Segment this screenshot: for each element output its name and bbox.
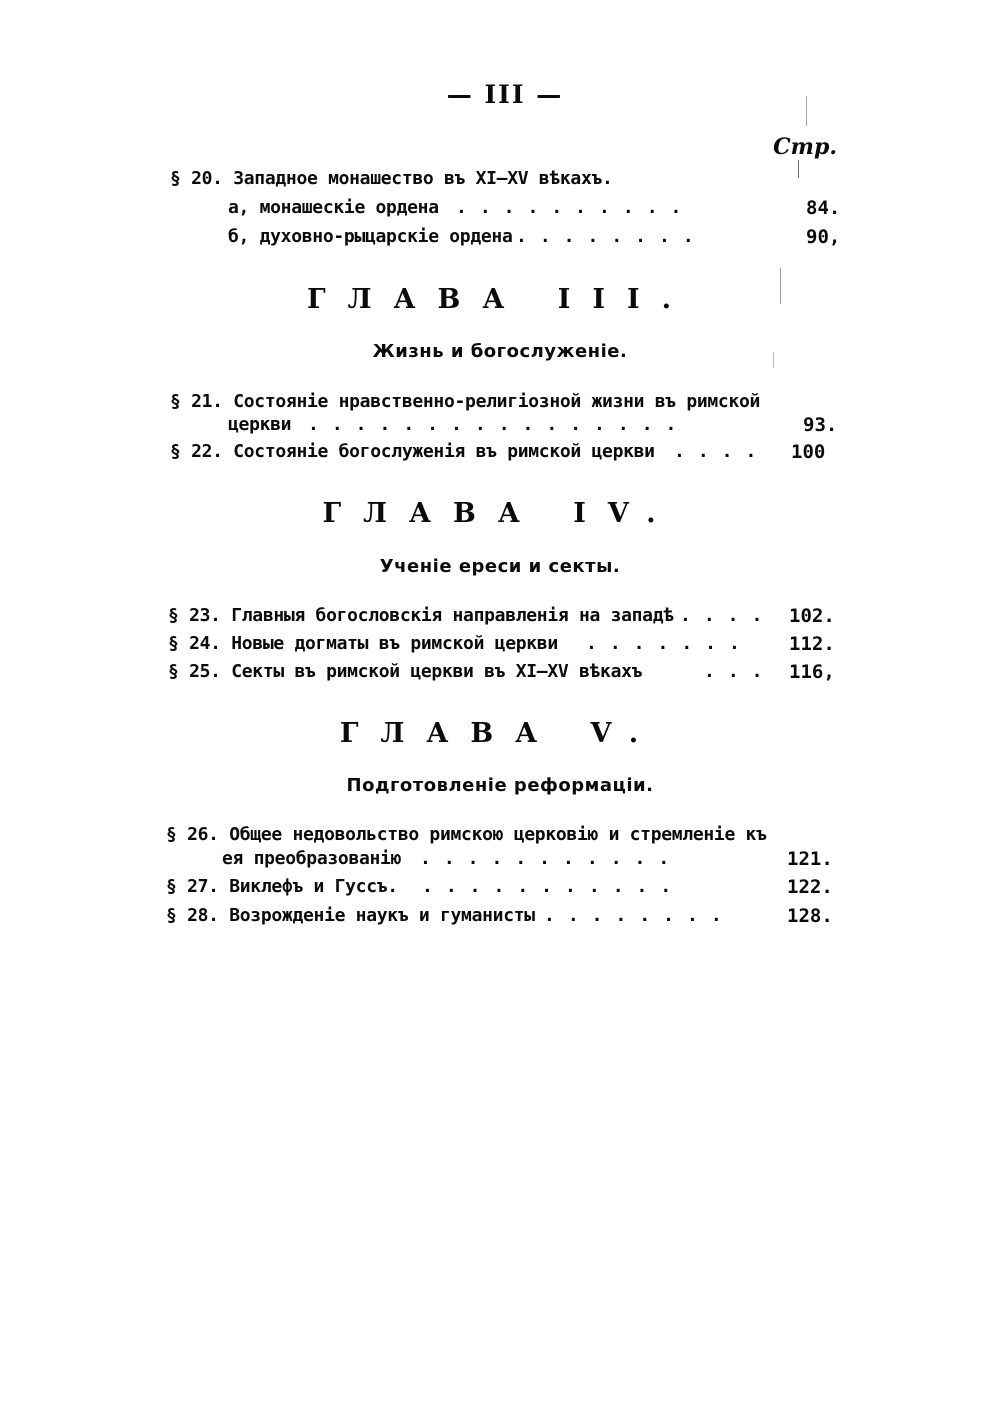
entry-title: Возрожденіе наукъ и гуманисты <box>229 905 535 926</box>
dot-leader: ........... <box>420 848 683 869</box>
dot-leader: ................ <box>308 414 690 435</box>
page-ref: 84. <box>806 197 841 219</box>
section-number: § 28. <box>166 905 219 926</box>
toc-entry <box>166 905 535 926</box>
toc-entry <box>168 633 558 654</box>
section-number: § 24. <box>168 633 221 654</box>
dot-leader: .......... <box>456 197 695 218</box>
section-number: § 26. <box>166 824 219 845</box>
page-ref: 93. <box>803 414 838 436</box>
dot-leader: ........ <box>516 226 707 247</box>
toc-entry <box>228 226 513 247</box>
page-ref: 102. <box>789 605 835 627</box>
toc-entry-continuation: ея преобразованію <box>222 848 402 869</box>
section-number: § 20. <box>170 168 223 189</box>
dot-leader: ....... <box>586 633 753 654</box>
dot-leader: ........... <box>422 876 685 897</box>
toc-entry <box>166 876 398 897</box>
chapter-heading: ГЛАВА IV. <box>322 498 678 529</box>
section-number: § 23. <box>168 605 221 626</box>
scan-speck <box>806 96 807 126</box>
chapter-heading: ГЛАВА V. <box>339 718 661 749</box>
page-ref: 90, <box>806 226 841 248</box>
section-number: § 25. <box>168 661 221 682</box>
entry-title: Секты въ римской церкви въ XI—XV вѣкахъ <box>231 661 643 682</box>
section-number: § 22. <box>170 441 223 462</box>
entry-title: Общее недовольство римскою церковію и стремленіе къ <box>229 824 767 845</box>
entry-title: Состояніе богослуженія въ римской церкви <box>233 441 655 462</box>
chapter-heading: ГЛАВА III. <box>306 284 693 315</box>
entry-title: Состояніе нравственно-религіозной жизни въ римской <box>233 391 761 412</box>
chapter-subtitle: Подготовленіе реформаціи. <box>346 775 654 796</box>
toc-entry <box>168 605 674 626</box>
dot-leader: ... <box>704 661 776 682</box>
page-number: — III — <box>446 80 564 109</box>
entry-title: а, монашескіе ордена <box>228 197 439 218</box>
toc-entry <box>168 661 642 682</box>
dot-leader: .... <box>674 441 770 462</box>
toc-entry <box>166 824 767 845</box>
chapter-subtitle: Ученіе ереси и секты. <box>379 556 621 577</box>
page-ref: 122. <box>787 876 833 898</box>
page-ref: 121. <box>787 848 833 870</box>
toc-entry-continuation: церкви <box>228 414 292 435</box>
entry-title: Западное монашество въ XI—XV вѣкахъ. <box>233 168 613 189</box>
entry-title: Главныя богословскія направленія на западѣ <box>231 605 674 626</box>
page-ref: 128. <box>787 905 833 927</box>
entry-title: Новые догматы въ римской церкви <box>231 633 558 654</box>
section-number: § 27. <box>166 876 219 897</box>
entry-title: б, духовно-рыцарскіе ордена <box>228 226 513 247</box>
chapter-subtitle: Жизнь и богослуженіе. <box>372 341 628 362</box>
scan-speck <box>798 160 799 178</box>
page-ref: 116, <box>789 661 835 683</box>
toc-entry <box>170 168 613 189</box>
page-ref: 112. <box>789 633 835 655</box>
toc-entry <box>170 391 760 412</box>
section-number: § 21. <box>170 391 223 412</box>
page-column-header: Стр. <box>773 134 837 160</box>
dot-leader: ........ <box>544 905 735 926</box>
toc-entry <box>228 197 439 218</box>
entry-title: Виклефъ и Гуссъ. <box>229 876 398 897</box>
toc-entry <box>170 441 655 462</box>
page-ref: 100 <box>791 441 826 463</box>
dot-leader: .... <box>680 605 776 626</box>
